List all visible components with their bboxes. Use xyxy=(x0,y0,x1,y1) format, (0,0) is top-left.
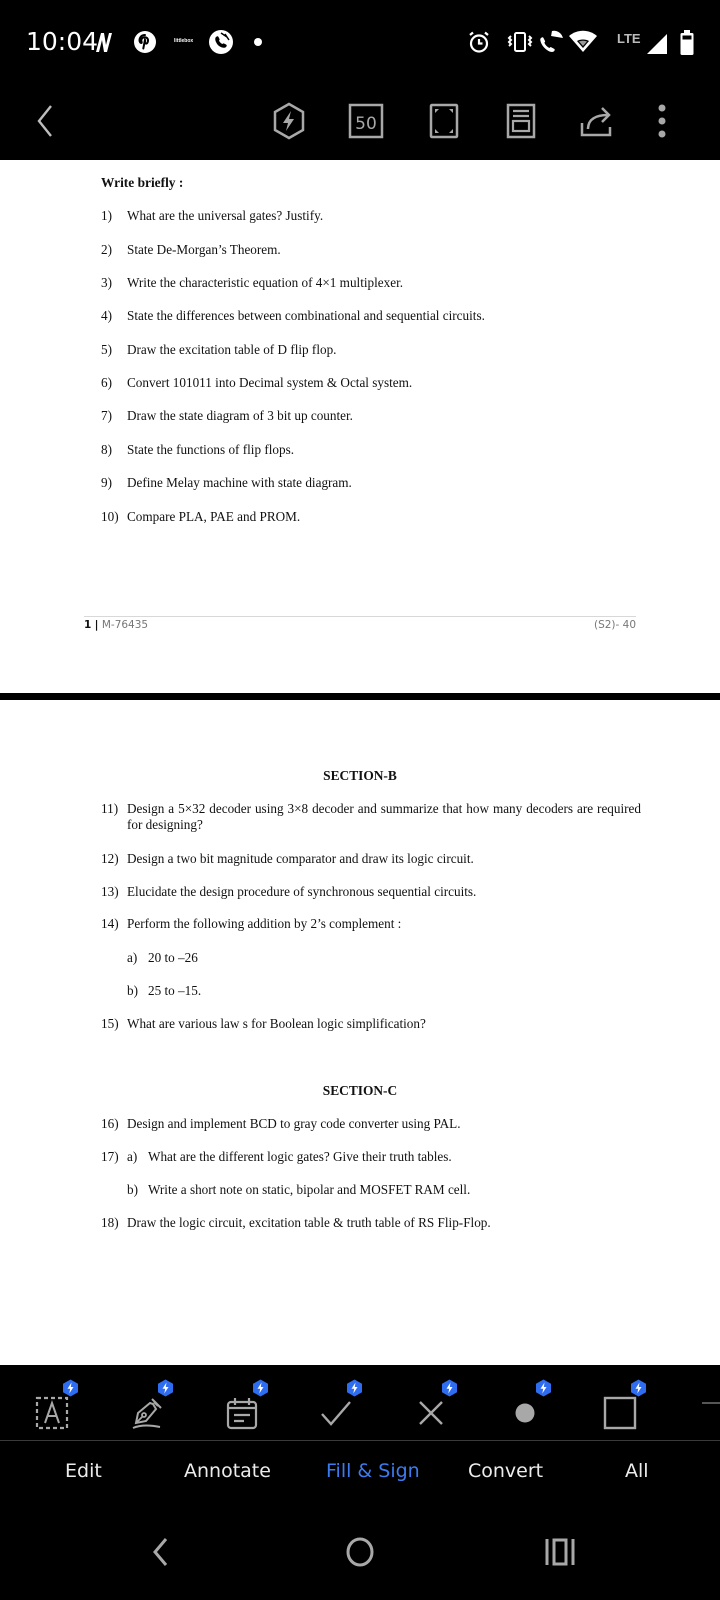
section-c-heading: SECTION-C xyxy=(322,1083,398,1098)
question-item xyxy=(101,801,641,833)
littlebox-text-icon: littlebox xyxy=(174,38,194,44)
premium-badge-icon xyxy=(157,1379,174,1397)
question-item xyxy=(101,342,641,358)
question-text: What are various law s for Boolean logic simplification? xyxy=(127,1016,426,1031)
question-number: 2) xyxy=(101,242,112,257)
question-number: 11) xyxy=(101,801,119,816)
question-text: Design and implement BCD to gray code converter using PAL. xyxy=(127,1116,461,1131)
premium-badge-icon xyxy=(346,1379,363,1397)
tab-all[interactable]: All xyxy=(625,1460,649,1482)
back-button[interactable] xyxy=(22,98,68,144)
dot-tool[interactable] xyxy=(495,1379,555,1435)
pdf-page-2 xyxy=(0,700,720,1365)
question-number: 12) xyxy=(101,851,119,866)
text-box-icon xyxy=(35,1396,69,1430)
home-nav-icon xyxy=(344,1536,376,1568)
share-icon xyxy=(578,103,616,139)
question-text: What are the universal gates? Justify. xyxy=(127,208,324,223)
premium-badge-icon xyxy=(252,1379,269,1397)
question-text: Draw the excitation table of D flip flop. xyxy=(127,342,337,357)
footer-divider xyxy=(84,616,636,617)
lte-signal-icon xyxy=(645,30,669,58)
reading-mode-button[interactable] xyxy=(498,98,544,144)
question-item xyxy=(101,1149,641,1165)
question-number: 17) xyxy=(101,1149,119,1164)
question-text: Elucidate the design procedure of synchronous sequential circuits. xyxy=(127,884,477,899)
svg-text:50: 50 xyxy=(355,114,377,134)
page-count-icon xyxy=(348,103,384,139)
nav-home-button[interactable] xyxy=(335,1532,385,1572)
sub-question-letter: b) xyxy=(127,983,138,998)
question-text: State the functions of flip flops. xyxy=(127,442,295,457)
question-item xyxy=(101,851,641,867)
question-text: Convert 101011 into Decimal system & Octal system. xyxy=(127,375,413,390)
question-number: 6) xyxy=(101,375,112,390)
question-item xyxy=(101,408,641,424)
n-app-icon xyxy=(92,28,116,56)
question-number: 1) xyxy=(101,208,112,223)
sub-question-text: Write a short note on static, bipolar and MOSFET RAM cell. xyxy=(148,1182,471,1197)
more-options-button[interactable] xyxy=(650,98,674,144)
footer-code: M-76435 xyxy=(101,619,149,631)
tab-fill-sign[interactable]: Fill & Sign xyxy=(326,1460,420,1482)
sub-question-letter: a) xyxy=(127,1149,138,1164)
fullscreen-icon xyxy=(429,103,459,139)
status-time: 10:04 xyxy=(26,27,99,56)
sub-question-item xyxy=(127,1182,667,1198)
nav-recents-button[interactable] xyxy=(535,1532,585,1572)
question-item xyxy=(101,1016,641,1032)
question-item xyxy=(101,375,641,391)
more-vertical-icon xyxy=(657,103,667,139)
pdf-page-1 xyxy=(0,160,720,693)
document-viewer[interactable] xyxy=(0,160,720,1365)
system-nav-bar xyxy=(0,1512,720,1600)
page-footer-right: (S2)- 40 xyxy=(593,619,636,631)
sub-question-item xyxy=(127,950,667,966)
rectangle-tool[interactable] xyxy=(590,1379,650,1435)
recents-nav-icon xyxy=(544,1536,576,1568)
premium-badge-icon xyxy=(630,1379,647,1397)
cross-tool[interactable] xyxy=(401,1379,461,1435)
alarm-icon xyxy=(466,28,492,56)
tab-convert[interactable]: Convert xyxy=(468,1460,544,1482)
pinterest-icon xyxy=(132,28,158,56)
question-number: 3) xyxy=(101,275,112,290)
page-count-button[interactable] xyxy=(343,98,389,144)
question-text: Compare PLA, PAE and PROM. xyxy=(127,509,301,524)
text-box-tool[interactable] xyxy=(22,1379,82,1435)
lte-label: LTE xyxy=(617,31,641,46)
question-number: 10) xyxy=(101,509,119,524)
mode-tabs xyxy=(0,1442,720,1512)
wifi-icon xyxy=(568,28,598,56)
question-number: 7) xyxy=(101,408,112,423)
question-text: Draw the logic circuit, excitation table & truth table of RS Flip-Flop. xyxy=(127,1215,491,1230)
sub-question-text: 25 to –15. xyxy=(148,983,202,998)
filled-circle-icon xyxy=(508,1396,542,1430)
tab-edit[interactable]: Edit xyxy=(65,1460,102,1482)
chevron-left-icon xyxy=(33,103,57,139)
phone-shutter-icon xyxy=(207,28,235,56)
question-text: Draw the state diagram of 3 bit up counter. xyxy=(127,408,353,423)
dot-icon xyxy=(253,28,263,56)
premium-bolt-icon xyxy=(272,102,306,140)
square-icon xyxy=(603,1396,637,1430)
sub-question-text: What are the different logic gates? Give their truth tables. xyxy=(148,1149,452,1164)
app-toolbar xyxy=(0,82,720,160)
question-text: Design a two bit magnitude comparator and draw its logic circuit. xyxy=(127,851,474,866)
question-text: Design a 5×32 decoder using 3×8 decoder and summarize that how many decoders are required for designing? xyxy=(127,801,641,832)
x-mark-icon xyxy=(414,1396,448,1430)
section-b-heading: SECTION-B xyxy=(323,768,397,783)
question-item xyxy=(101,275,641,291)
question-number: 9) xyxy=(101,475,112,490)
question-number: 13) xyxy=(101,884,119,899)
premium-badge-icon xyxy=(535,1379,552,1397)
question-item xyxy=(101,1116,641,1132)
sub-question-letter: b) xyxy=(127,1182,138,1197)
back-nav-icon xyxy=(150,1536,170,1568)
nav-back-button[interactable] xyxy=(135,1532,185,1572)
question-text: State De-Morgan’s Theorem. xyxy=(127,242,281,257)
question-number: 14) xyxy=(101,916,119,931)
question-item xyxy=(101,884,641,900)
page-footer-left xyxy=(84,619,148,631)
tab-annotate[interactable]: Annotate xyxy=(184,1460,271,1482)
question-item xyxy=(101,208,641,224)
date-tool[interactable] xyxy=(212,1379,272,1435)
question-number: 15) xyxy=(101,1016,119,1031)
battery-icon xyxy=(680,29,694,57)
sub-question-letter: a) xyxy=(127,950,138,965)
fill-sign-tools xyxy=(0,1365,720,1441)
fullscreen-button[interactable] xyxy=(421,98,467,144)
calendar-icon xyxy=(225,1396,259,1430)
question-item xyxy=(101,442,641,458)
share-button[interactable] xyxy=(574,98,620,144)
question-number: 16) xyxy=(101,1116,119,1131)
wifi-calling-icon xyxy=(537,28,565,56)
question-item xyxy=(101,242,641,258)
signature-tool[interactable] xyxy=(117,1379,177,1435)
question-item xyxy=(101,916,641,932)
page-separator xyxy=(0,693,720,700)
question-item xyxy=(101,509,641,525)
write-briefly-heading: Write briefly : xyxy=(101,175,184,190)
footer-page-number: 1 xyxy=(84,619,92,631)
footer-separator: | xyxy=(94,619,99,631)
vibrate-icon xyxy=(507,28,533,56)
question-item xyxy=(101,308,641,324)
question-text: Write the characteristic equation of 4×1 multiplexer. xyxy=(127,275,404,290)
pen-nib-icon xyxy=(130,1396,164,1430)
question-number: 5) xyxy=(101,342,112,357)
sub-question-item xyxy=(127,983,667,999)
question-number: 8) xyxy=(101,442,112,457)
question-number: 4) xyxy=(101,308,112,323)
premium-badge-icon xyxy=(441,1379,458,1397)
question-item xyxy=(101,475,641,491)
question-item xyxy=(101,1215,641,1231)
premium-bolt-button[interactable] xyxy=(266,98,312,144)
checkmark-tool[interactable] xyxy=(306,1379,366,1435)
question-text: Perform the following addition by 2’s complement : xyxy=(127,916,402,931)
question-text: Define Melay machine with state diagram. xyxy=(127,475,352,490)
question-number: 18) xyxy=(101,1215,119,1230)
reading-mode-icon xyxy=(506,103,536,139)
status-bar xyxy=(0,0,720,82)
question-text: State the differences between combinational and sequential circuits. xyxy=(127,308,485,323)
sub-question-text: 20 to –26 xyxy=(148,950,198,965)
line-tool-partial[interactable] xyxy=(702,1402,720,1404)
premium-badge-icon xyxy=(62,1379,79,1397)
checkmark-icon xyxy=(319,1396,353,1430)
